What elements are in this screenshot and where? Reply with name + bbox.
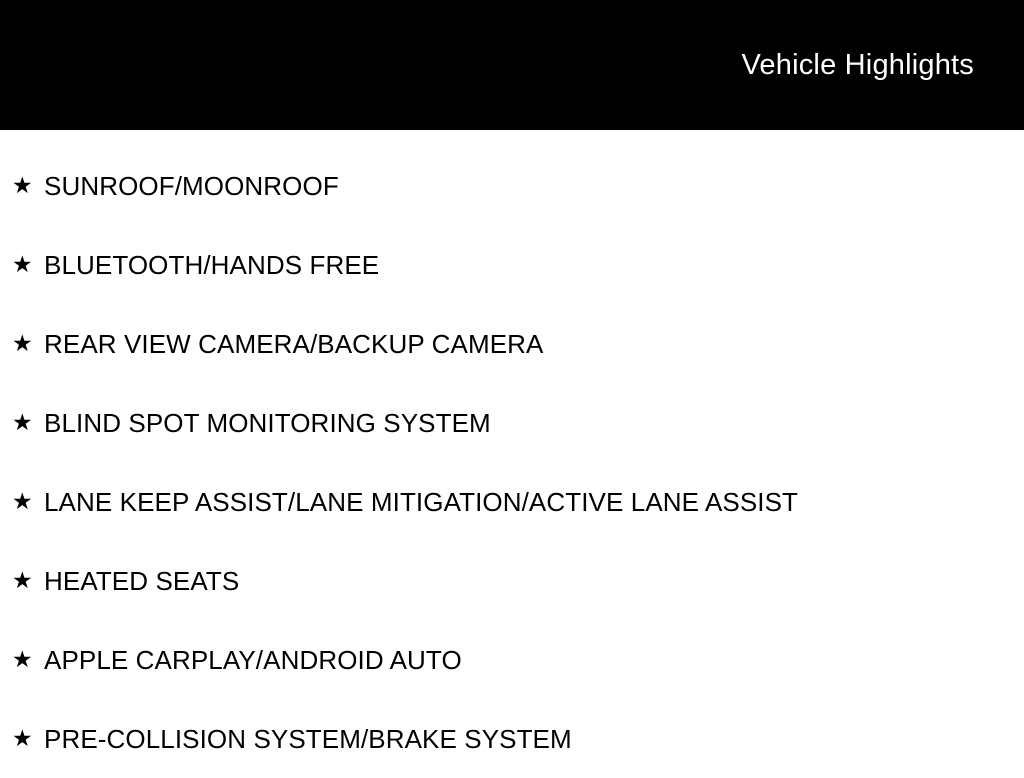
list-item-label: BLUETOOTH/HANDS FREE: [44, 249, 380, 280]
list-item-label: PRE-COLLISION SYSTEM/BRAKE SYSTEM: [44, 723, 572, 754]
star-icon: ★: [12, 251, 33, 277]
list-item-label: HEATED SEATS: [44, 565, 240, 596]
list-item: [0, 225, 1024, 304]
list-item: [0, 383, 1024, 462]
list-item-label: LANE KEEP ASSIST/LANE MITIGATION/ACTIVE LANE ASSIST: [44, 486, 799, 517]
list-item-label: APPLE CARPLAY/ANDROID AUTO: [44, 644, 462, 675]
star-icon: ★: [12, 567, 33, 593]
list-item: [0, 462, 1024, 541]
list-item-label: REAR VIEW CAMERA/BACKUP CAMERA: [44, 328, 544, 359]
star-icon: ★: [12, 330, 33, 356]
list-item: [0, 541, 1024, 620]
page-header: [0, 0, 1024, 130]
page-title: Vehicle Highlights: [741, 48, 974, 81]
star-icon: ★: [12, 409, 33, 435]
list-item: [0, 620, 1024, 699]
list-item: [0, 699, 1024, 778]
list-item: [0, 146, 1024, 225]
vehicle-highlights-list: [0, 130, 1024, 778]
star-icon: ★: [12, 646, 33, 672]
star-icon: ★: [12, 725, 33, 751]
list-item-label: SUNROOF/MOONROOF: [44, 170, 339, 201]
star-icon: ★: [12, 488, 33, 514]
list-item-label: BLIND SPOT MONITORING SYSTEM: [44, 407, 491, 438]
star-icon: ★: [12, 172, 33, 198]
list-item: [0, 304, 1024, 383]
